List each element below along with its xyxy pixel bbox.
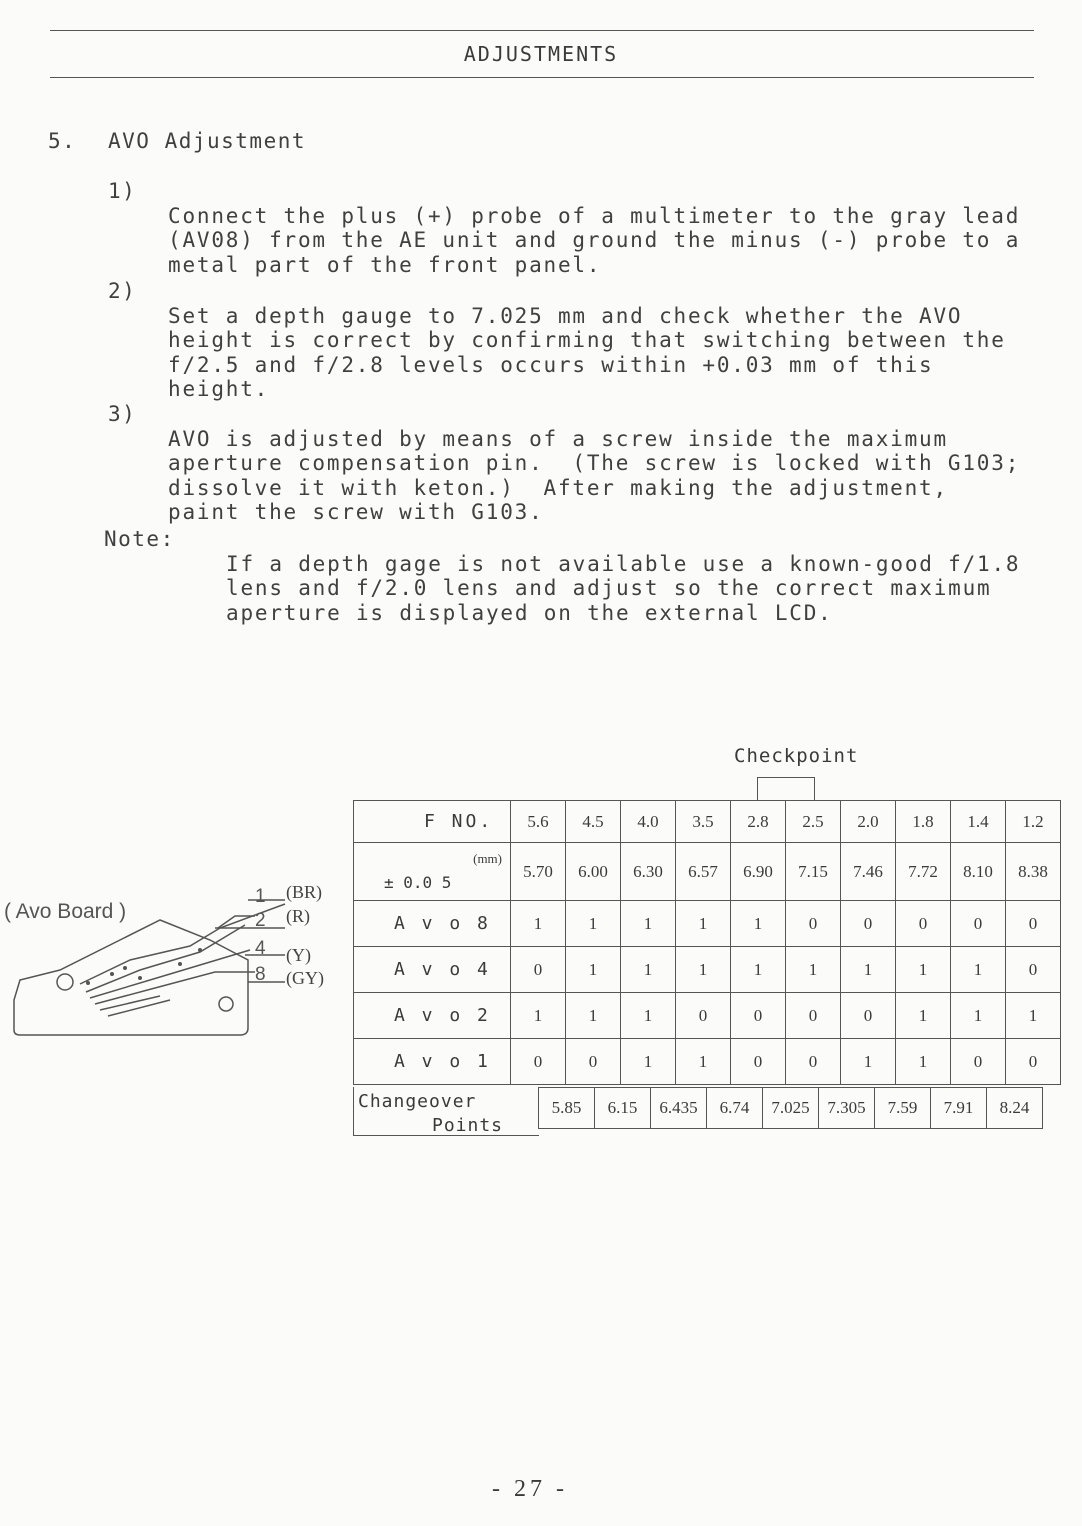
avo4-cell: 1 — [896, 947, 951, 993]
avo4-cell: 1 — [676, 947, 731, 993]
checkpoint-label: Checkpoint — [734, 745, 859, 767]
changeover-cell: 6.15 — [595, 1088, 651, 1128]
avo4-cell: 1 — [841, 947, 896, 993]
wire-1-color: (BR) — [286, 882, 322, 902]
avo2-cell: 0 — [676, 993, 731, 1039]
avo4-cell: 1 — [786, 947, 841, 993]
height-cell: 7.72 — [896, 843, 951, 901]
avo2-cell: 1 — [566, 993, 621, 1039]
avo1-cell: 1 — [621, 1039, 676, 1085]
avo8-cell: 0 — [786, 901, 841, 947]
avo2-label: A v o 2 — [354, 993, 511, 1039]
note-line: If a depth gage is not available use a known-good f/1.8 — [226, 551, 1021, 576]
note-label: Note: — [104, 527, 175, 551]
checkpoint-bracket — [757, 777, 815, 800]
avo4-cell: 1 — [566, 947, 621, 993]
fno-cell: 2.0 — [841, 801, 896, 843]
step-line: height. — [168, 377, 270, 401]
fno-cell: 1.4 — [951, 801, 1006, 843]
step-line: (AV08) from the AE unit and ground the minus (-) probe to a — [168, 228, 1021, 252]
fno-cell: 2.5 — [786, 801, 841, 843]
fno-cell: 4.5 — [566, 801, 621, 843]
step-3-text — [168, 402, 1020, 525]
avo1-cell: 1 — [896, 1039, 951, 1085]
avo4-cell: 1 — [621, 947, 676, 993]
note-line: aperture is displayed on the external LCD. — [226, 600, 833, 625]
changeover-values — [538, 1087, 1043, 1129]
height-cell: 7.46 — [841, 843, 896, 901]
changeover-label: Changeover — [358, 1091, 477, 1112]
avo8-cell: 0 — [841, 901, 896, 947]
fno-cell: 1.8 — [896, 801, 951, 843]
step-line: f/2.5 and f/2.8 levels occurs within +0.03 mm of this — [168, 352, 934, 377]
wire-8-number: 8 — [255, 964, 266, 985]
avo8-cell: 1 — [566, 901, 621, 947]
step-2-number: 2) — [108, 279, 137, 303]
step-line: paint the screw with G103. — [168, 500, 544, 524]
avo8-label: A v o 8 — [354, 901, 511, 947]
avo1-cell: 0 — [786, 1039, 841, 1085]
avo4-cell: 1 — [731, 947, 786, 993]
height-unit: (mm) — [473, 851, 502, 866]
changeover-cell: 7.59 — [875, 1088, 931, 1128]
avo1-cell: 0 — [566, 1039, 621, 1085]
fno-cell: 1.2 — [1006, 801, 1061, 843]
avo8-cell: 0 — [1006, 901, 1061, 947]
table-row — [354, 1039, 1061, 1085]
height-cell: 8.10 — [951, 843, 1006, 901]
wire-2-number: 2 — [255, 910, 266, 931]
section-title: AVO Adjustment — [108, 129, 307, 153]
avo8-cell: 1 — [621, 901, 676, 947]
avo4-cell: 0 — [511, 947, 566, 993]
height-cell: 8.38 — [1006, 843, 1061, 901]
height-cell: 6.00 — [566, 843, 621, 901]
height-cell: 5.70 — [511, 843, 566, 901]
avo2-cell: 0 — [731, 993, 786, 1039]
changeover-cell: 8.24 — [999, 1098, 1030, 1117]
fno-header — [354, 801, 511, 843]
wire-1-number: 1 — [255, 886, 266, 907]
avo1-cell: 1 — [676, 1039, 731, 1085]
fno-cell: 2.8 — [731, 801, 786, 843]
step-3-number: 3) — [108, 402, 137, 426]
table-row — [354, 801, 1061, 843]
page-number: - 27 - — [492, 1476, 568, 1502]
fno-cell: 5.6 — [511, 801, 566, 843]
wire-4-color: (Y) — [286, 945, 311, 965]
changeover-cell: 5.85 — [539, 1088, 595, 1128]
avo1-label: A v o 1 — [354, 1039, 511, 1085]
avo8-cell: 0 — [896, 901, 951, 947]
avo8-cell: 1 — [511, 901, 566, 947]
avo8-cell: 1 — [731, 901, 786, 947]
avo4-label: A v o 4 — [354, 947, 511, 993]
avo2-cell: 1 — [896, 993, 951, 1039]
height-cell: 7.15 — [786, 843, 841, 901]
avo-table — [353, 800, 1061, 1085]
step-1-text — [168, 179, 1020, 277]
avo2-cell: 1 — [511, 993, 566, 1039]
height-cell: 6.57 — [676, 843, 731, 901]
note-line: lens and f/2.0 lens and adjust so the correct maximum — [226, 576, 992, 600]
changeover-cell: 6.74 — [707, 1088, 763, 1128]
height-header — [354, 843, 511, 901]
step-2-text — [168, 279, 1006, 402]
step-line: height is correct by confirming that switching between the — [168, 328, 1006, 352]
table-row — [354, 901, 1061, 947]
table-row — [354, 843, 1061, 901]
table-row — [354, 947, 1061, 993]
step-line: dissolve it with keton.) After making the adjustment, — [168, 475, 948, 500]
wire-4-number: 4 — [255, 938, 266, 959]
page-title: ADJUSTMENTS — [463, 42, 619, 66]
avo1-cell: 0 — [951, 1039, 1006, 1085]
height-tolerance: ± 0.0 5 — [384, 873, 452, 892]
avo1-cell: 0 — [731, 1039, 786, 1085]
section-number: 5. — [48, 129, 77, 153]
avo8-cell: 0 — [951, 901, 1006, 947]
fno-cell: 3.5 — [676, 801, 731, 843]
avo8-cell: 1 — [676, 901, 731, 947]
avo2-cell: 0 — [841, 993, 896, 1039]
step-line: Set a depth gauge to 7.025 mm and check whether the AVO — [168, 303, 963, 328]
changeover-label-points: Points — [432, 1115, 504, 1135]
wire-2-color: (R) — [286, 906, 310, 926]
avo1-cell: 1 — [841, 1039, 896, 1085]
avo2-cell: 1 — [621, 993, 676, 1039]
changeover-cell: 6.435 — [651, 1088, 707, 1128]
avo2-cell: 1 — [951, 993, 1006, 1039]
height-cell: 6.90 — [731, 843, 786, 901]
height-cell: 6.30 — [621, 843, 676, 901]
step-1-number: 1) — [108, 179, 137, 203]
note-text — [226, 527, 1020, 625]
header-rule-bottom — [50, 77, 1034, 78]
fno-label: F NO. — [424, 811, 494, 832]
header-rule-top — [50, 30, 1034, 31]
step-line: metal part of the front panel. — [168, 252, 602, 277]
avo4-cell: 1 — [951, 947, 1006, 993]
step-line: aperture compensation pin. (The screw is locked with G103; — [168, 451, 1021, 475]
changeover-cell: 7.305 — [819, 1088, 875, 1128]
avo2-cell: 0 — [786, 993, 841, 1039]
avo-board-label: ( Avo Board ) — [4, 900, 127, 923]
changeover-label-cell — [353, 1087, 539, 1136]
avo1-cell: 0 — [1006, 1039, 1061, 1085]
wire-8-color: (GY) — [286, 968, 324, 988]
changeover-cell: 7.025 — [763, 1088, 819, 1128]
step-line: Connect the plus (+) probe of a multimeter to the gray lead — [168, 203, 1021, 228]
fno-cell: 4.0 — [621, 801, 676, 843]
step-line: AVO is adjusted by means of a screw inside the maximum — [168, 426, 948, 451]
avo2-cell: 1 — [1006, 993, 1061, 1039]
avo4-cell: 0 — [1006, 947, 1061, 993]
table-row — [354, 993, 1061, 1039]
avo1-cell: 0 — [511, 1039, 566, 1085]
changeover-cell: 7.91 — [931, 1088, 987, 1128]
